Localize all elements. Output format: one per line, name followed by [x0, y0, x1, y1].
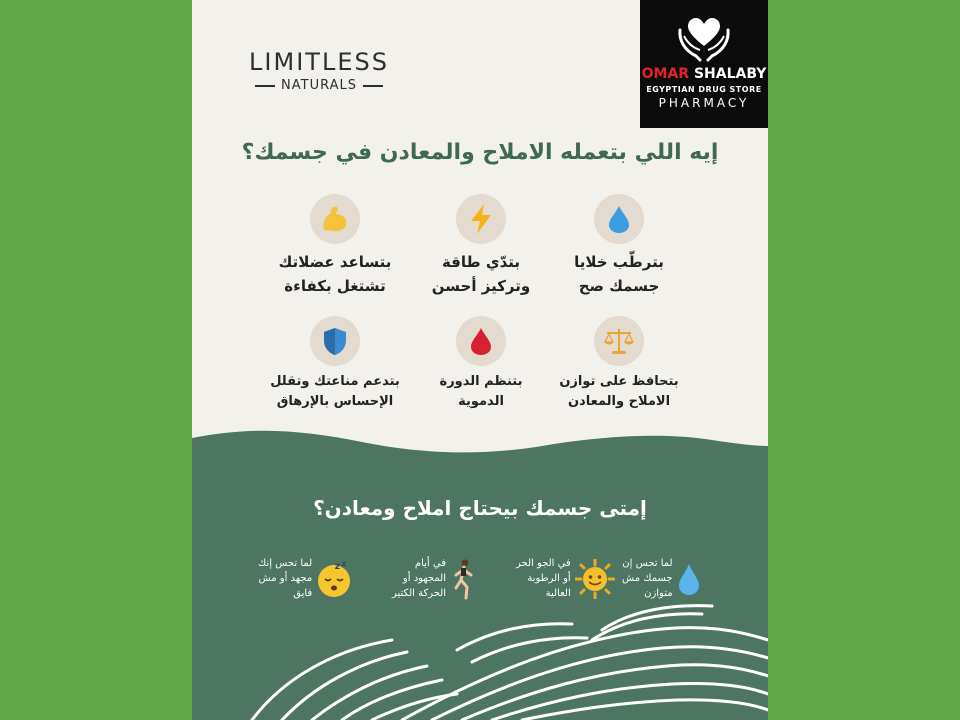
benefit-hydration: بترطّب خلايا جسمك صح: [544, 194, 694, 298]
water-drop-icon: [607, 204, 631, 234]
svg-text:z: z: [342, 559, 347, 568]
svg-text:z: z: [334, 561, 341, 572]
runner-icon: [450, 558, 478, 600]
pharmacy-logo: [640, 0, 768, 128]
pharmacy-word: PHARMACY: [658, 96, 750, 110]
shield-icon: [322, 326, 348, 356]
benefit-muscles: بتساعد عضلاتك تشتغل بكفاءة: [260, 194, 410, 298]
when-hot-weather: في الجو الحر أو الرطوبة العالية: [516, 556, 615, 601]
when-unbalanced: لما تحس إن جسمك مش متوازن: [622, 556, 701, 601]
decorative-wave-lines: [192, 600, 768, 720]
pharmacy-subtitle: EGYPTIAN DRUG STORE: [646, 85, 762, 94]
headline: إيه اللي بتعمله الاملاح والمعادن في جسمك؟: [241, 140, 719, 165]
benefit-energy: بتدّي طاقة وتركيز أحسن: [406, 194, 556, 298]
brand-line1: LIMITLESS: [249, 48, 389, 76]
benefit-balance: بتحافظ على توازن الاملاح والمعادن: [544, 316, 694, 412]
poster: [192, 0, 768, 720]
hands-heart-icon: [676, 16, 732, 64]
brand-dash-left: [255, 85, 275, 87]
brand-dash-right: [363, 85, 383, 87]
limitless-naturals-logo: [244, 48, 394, 93]
benefit-circulation: بتنظم الدورة الدموية: [406, 316, 556, 412]
pharmacy-name-red: OMAR: [641, 66, 690, 82]
lightning-icon: [468, 203, 494, 235]
brand-line2: NATURALS: [281, 78, 357, 93]
pharmacy-name-white: SHALABY: [693, 66, 767, 82]
subheadline: إمتى جسمك بيحتاج املاح ومعادن؟: [313, 496, 647, 520]
benefit-immunity: بتدعم مناعتك وتقلل الإحساس بالإرهاق: [260, 316, 410, 412]
sleepy-face-icon: [316, 559, 356, 599]
blood-drop-icon: [469, 326, 493, 356]
flexed-arm-icon: [320, 204, 350, 234]
when-exercise: في أيام المجهود أو الحركة الكتير: [392, 556, 478, 601]
when-tired: z z لما تحس إنك مجهد أو مش فايق: [258, 556, 356, 601]
water-drop-icon: [677, 562, 701, 596]
sun-icon: [575, 559, 615, 599]
balance-scale-icon: [603, 326, 635, 356]
